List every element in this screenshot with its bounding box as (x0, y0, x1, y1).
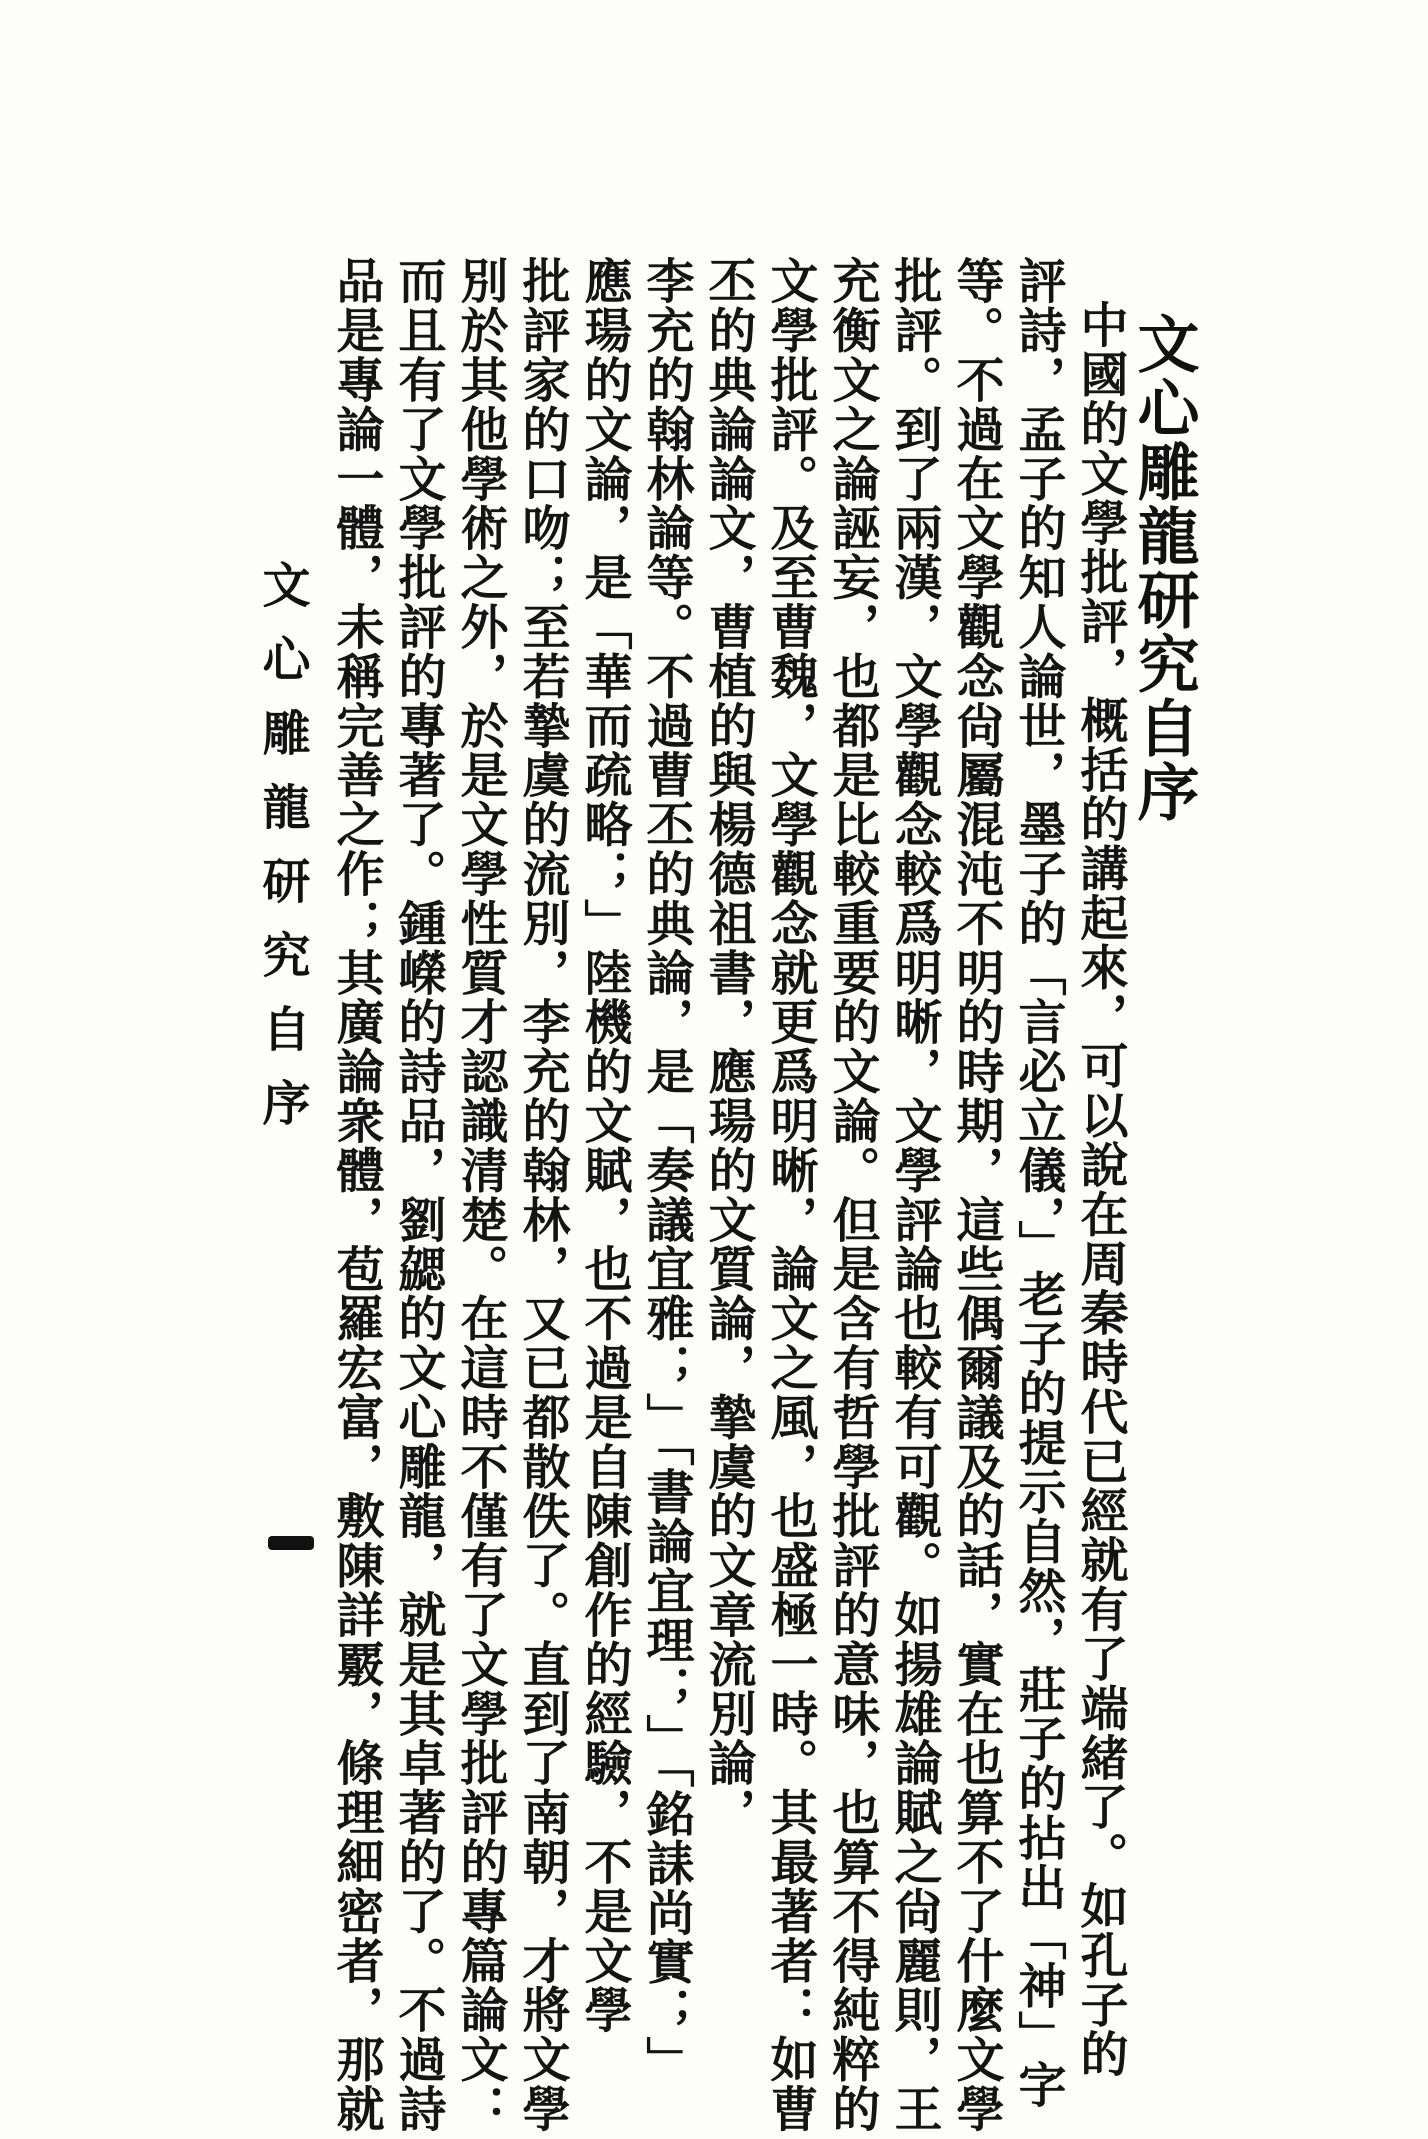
body-text (328, 256, 1132, 2134)
text-line-10: 批評家的口吻；至若摯虞的流別，李充的翰林，又已都散佚了。直到了南朝，才將文學 (514, 256, 570, 2134)
text-line-8: 李充的翰林論等。不過曹丕的典論，是「奏議宜雅；」「書論宜理；」「銘誄尚實；」 (638, 256, 694, 2086)
text-line-3: 等。不過在文學觀念尙屬混沌不明的時期，這些偶爾議及的話，實在也算不了什麼文學 (948, 256, 1004, 2134)
text-line-6: 文學批評。及至曹魏，文學觀念就更爲明晰，論文之風，也盛極一時。其最著者：如曹 (762, 256, 818, 2134)
text-line-9: 應瑒的文論，是「華而疏略；」陸機的文賦，也不過是自陳創作的經驗，不是文學 (576, 256, 632, 2035)
text-line-11: 別於其他學術之外，於是文學性質才認識清楚。在這時不僅有了文學批評的專篇論文： (452, 256, 508, 2134)
text-line-1: 中國的文學批評，概括的講起來，可以說在周秦時代已經就有了端緒了。如孔子的 (1072, 300, 1128, 2079)
text-line-4: 批評。到了兩漢，文學觀念較爲明晰，文學評論也較有可觀。如揚雄論賦之尙麗則，王 (886, 256, 942, 2134)
running-head: 文心雕龍研究自序 (254, 560, 310, 1152)
page-number (268, 1536, 314, 1550)
text-line-12: 而且有了文學批評的專著了。鍾嶸的詩品，劉勰的文心雕龍，就是其卓著的了。不過詩 (390, 256, 446, 2134)
text-line-13: 品是專論一體，未稱完善之作；其廣論衆體，苞羅宏富，敷陳詳覈，條理細密者，那就 (328, 256, 384, 2134)
text-line-2: 評詩，孟子的知人論世，墨子的「言必立儀，」老子的提示自然，莊子的拈出「神」字 (1010, 256, 1066, 2110)
page-title: 文心雕龍研究自序 (1127, 312, 1200, 824)
text-line-7: 丕的典論論文，曹植的與楊德祖書，應瑒的文質論，摯虞的文章流別論， (700, 256, 756, 1837)
text-line-5: 充衡文之論誣妄，也都是比較重要的文論。但是含有哲學批評的意味，也算不得純粹的 (824, 256, 880, 2134)
